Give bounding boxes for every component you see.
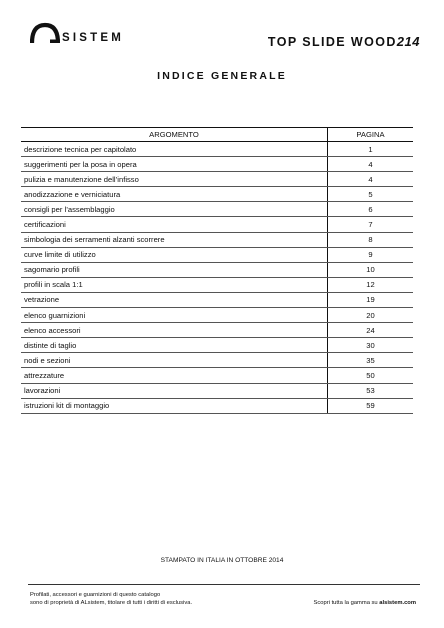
- pagina-cell: 8: [328, 232, 414, 247]
- argomento-cell: attrezzature: [21, 368, 328, 383]
- argomento-cell: pulizia e manutenzione dell’infisso: [21, 172, 328, 187]
- footer-line-2: sono di proprietà di ALsistem, titolare di tutti i diritti di esclusiva.: [30, 600, 193, 607]
- argomento-cell: vetrazione: [21, 292, 328, 307]
- table-row: [21, 292, 413, 307]
- argomento-cell: distinte di taglio: [21, 338, 328, 353]
- argomento-cell: curve limite di utilizzo: [21, 247, 328, 262]
- table-row: [21, 217, 413, 232]
- table-row: [21, 323, 413, 338]
- footer-ownership-note: [30, 591, 192, 608]
- index-table-body: [21, 142, 413, 414]
- alsistem-logo: [30, 22, 124, 44]
- pagina-cell: 10: [328, 262, 414, 277]
- page-heading: INDICE GENERALE: [157, 70, 287, 82]
- table-row: [21, 187, 413, 202]
- table-row: [21, 398, 413, 413]
- table-row: [21, 142, 413, 157]
- argomento-cell: elenco guarnizioni: [21, 308, 328, 323]
- pagina-cell: 20: [328, 308, 414, 323]
- argomento-cell: nodi e sezioni: [21, 353, 328, 368]
- pagina-cell: 59: [328, 398, 414, 413]
- table-row: [21, 383, 413, 398]
- product-title: [268, 34, 420, 49]
- argomento-cell: certificazioni: [21, 217, 328, 232]
- argomento-cell: sagomario profili: [21, 262, 328, 277]
- brand-name: SISTEM: [62, 32, 125, 44]
- argomento-cell: anodizzazione e verniciatura: [21, 187, 328, 202]
- argomento-cell: consigli per l’assemblaggio: [21, 202, 328, 217]
- footer-line-1: Profilati, accessori e guarnizioni di questo catalogo: [30, 592, 161, 598]
- column-header-pagina: PAGINA: [328, 128, 414, 142]
- table-row: [21, 308, 413, 323]
- printed-note: STAMPATO IN ITALIA IN OTTOBRE 2014: [160, 557, 284, 564]
- argomento-cell: istruzioni kit di montaggio: [21, 398, 328, 413]
- footer-divider: [28, 584, 420, 585]
- pagina-cell: 12: [328, 277, 414, 292]
- pagina-cell: 6: [328, 202, 414, 217]
- table-row: [21, 338, 413, 353]
- al-logo-icon: [30, 22, 60, 44]
- pagina-cell: 19: [328, 292, 414, 307]
- table-row: [21, 157, 413, 172]
- pagina-cell: 7: [328, 217, 414, 232]
- table-row: [21, 247, 413, 262]
- table-row: [21, 172, 413, 187]
- argomento-cell: profili in scala 1:1: [21, 277, 328, 292]
- argomento-cell: simbologia dei serramenti alzanti scorrere: [21, 232, 328, 247]
- product-name: TOP SLIDE WOOD: [267, 35, 397, 49]
- table-row: [21, 277, 413, 292]
- pagina-cell: 4: [328, 172, 414, 187]
- page-header: [30, 18, 424, 58]
- pagina-cell: 9: [328, 247, 414, 262]
- argomento-cell: elenco accessori: [21, 323, 328, 338]
- pagina-cell: 1: [328, 142, 414, 157]
- argomento-cell: lavorazioni: [21, 383, 328, 398]
- pagina-cell: 5: [328, 187, 414, 202]
- website-link[interactable]: alsistem.com: [379, 600, 416, 606]
- argomento-cell: suggerimenti per la posa in opera: [21, 157, 328, 172]
- table-row: [21, 262, 413, 277]
- pagina-cell: 53: [328, 383, 414, 398]
- table-row: [21, 232, 413, 247]
- footer-right-text: Scopri tutta la gamma su: [313, 600, 380, 606]
- footer-website-note: [314, 600, 416, 606]
- pagina-cell: 30: [328, 338, 414, 353]
- pagina-cell: 50: [328, 368, 414, 383]
- column-header-argomento: ARGOMENTO: [21, 128, 328, 142]
- index-table: [21, 127, 413, 414]
- table-row: [21, 202, 413, 217]
- pagina-cell: 4: [328, 157, 414, 172]
- pagina-cell: 35: [328, 353, 414, 368]
- table-row: [21, 368, 413, 383]
- product-number: 214: [396, 34, 420, 49]
- pagina-cell: 24: [328, 323, 414, 338]
- table-row: [21, 353, 413, 368]
- argomento-cell: descrizione tecnica per capitolato: [21, 142, 328, 157]
- table-header-row: [21, 128, 413, 142]
